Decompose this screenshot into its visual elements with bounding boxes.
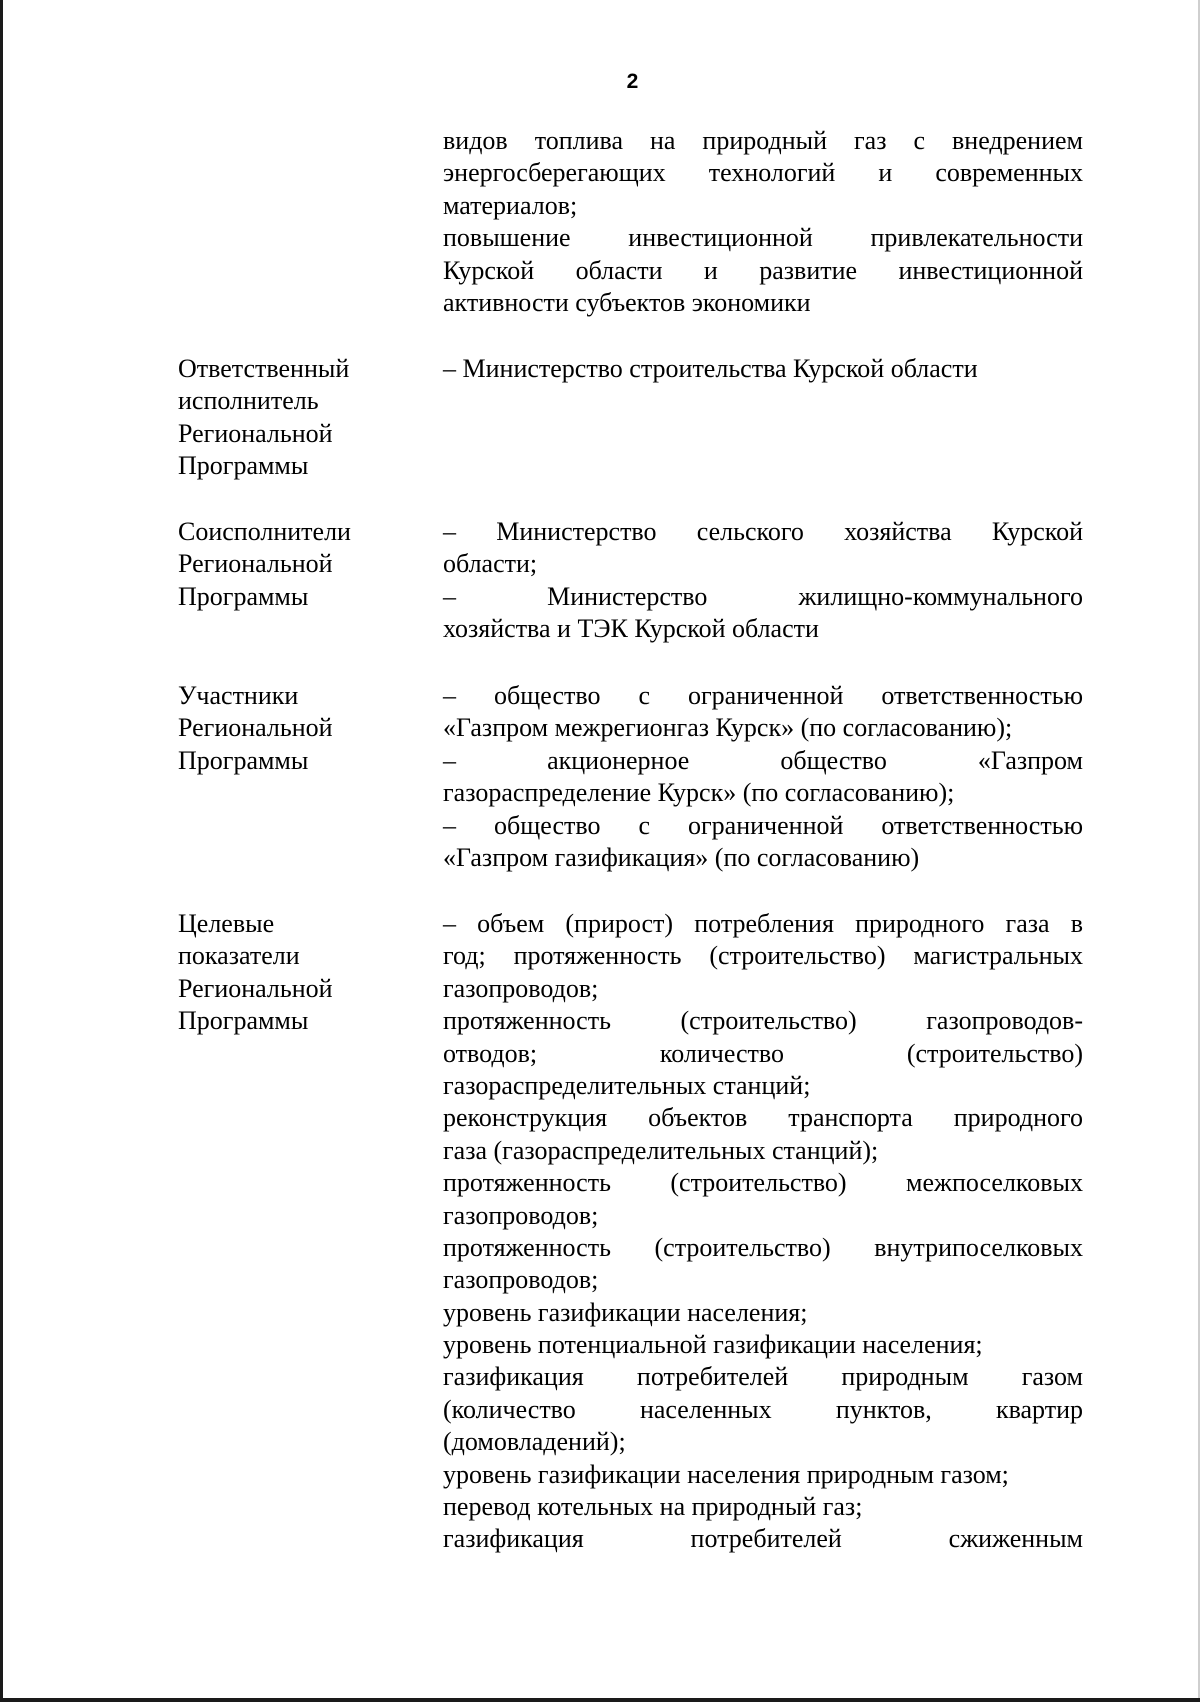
text-line: перевод котельных на природный газ; (443, 1492, 863, 1522)
text-line: газификация потребителей природным газом (443, 1362, 1083, 1392)
responsible-executor-label (178, 353, 408, 483)
text-line: газопроводов; (443, 1200, 599, 1230)
text-line: уровень газификации населения природным газом; (443, 1459, 1009, 1489)
text-line: – общество с ограниченной ответственностью (443, 681, 1083, 710)
intro-line: видов топлива на природный газ с внедрением (443, 126, 1083, 155)
text-line: газификация потребителей сжиженным (443, 1524, 1083, 1554)
text-line: отводов; количество (строительство) (443, 1038, 1083, 1068)
intro-line: активности субъектов экономики (443, 287, 811, 317)
text-line: реконструкция объектов транспорта природного (443, 1103, 1083, 1133)
text-line: протяженность (строительство) газопроводов- (443, 1006, 1083, 1036)
label-line: Соисполнители (178, 517, 351, 546)
text-line: газопроводов; (443, 1265, 599, 1295)
intro-line: Курской области и развитие инвестиционной (443, 255, 1083, 285)
text-line: газораспределительных станций; (443, 1070, 811, 1100)
label-line: исполнитель (178, 386, 319, 416)
intro-line: материалов; (443, 190, 578, 220)
label-line: Участники (178, 681, 299, 710)
text-line: год; протяженность (строительство) магистральных (443, 941, 1083, 971)
label-line: Программы (178, 1006, 309, 1036)
label-line: показатели (178, 941, 300, 971)
participants-text (443, 680, 1083, 874)
text-line: – акционерное общество «Газпром (443, 745, 1083, 775)
text-line: протяженность (строительство) межпоселковых (443, 1168, 1083, 1198)
label-line: Региональной (178, 973, 333, 1003)
text-line: – Министерство жилищно-коммунального (443, 581, 1083, 611)
text-line: «Газпром газификация» (по согласованию) (443, 842, 920, 872)
text-line: – объем (прирост) потребления природного газа в (443, 909, 1083, 938)
intro-line: повышение инвестиционной привлекательности (443, 223, 1083, 253)
text-line: газопроводов; (443, 973, 599, 1003)
intro-line: энергосберегающих технологий и современных (443, 158, 1083, 188)
scan-edge-bottom (0, 1698, 1200, 1702)
text-line: области; (443, 549, 538, 579)
text-line: хозяйства и ТЭК Курской области (443, 614, 819, 644)
text-line: «Газпром межрегионгаз Курск» (по согласованию); (443, 713, 1013, 743)
text-line: – общество с ограниченной ответственностью (443, 810, 1083, 840)
text-line: – Министерство строительства Курской области (443, 354, 978, 383)
label-line: Программы (178, 745, 309, 775)
intro-paragraph (443, 125, 1083, 319)
page-number: 2 (626, 70, 639, 93)
target-indicators-label (178, 908, 408, 1038)
responsible-executor-text (443, 353, 1083, 385)
label-line: Целевые (178, 909, 275, 938)
participants-label (178, 680, 408, 777)
target-indicators-text (443, 908, 1083, 1556)
label-line: Региональной (178, 549, 333, 579)
text-line: уровень потенциальной газификации населения; (443, 1330, 983, 1360)
label-line: Региональной (178, 418, 333, 448)
co-executors-text (443, 516, 1083, 646)
scan-edge-left (0, 0, 3, 1702)
text-line: протяженность (строительство) внутрипоселковых (443, 1232, 1083, 1262)
label-line: Программы (178, 581, 309, 611)
text-line: (домовладений); (443, 1427, 626, 1457)
text-line: газа (газораспределительных станций); (443, 1135, 879, 1165)
text-line: уровень газификации населения; (443, 1297, 808, 1327)
text-line: газораспределение Курск» (по согласованию); (443, 778, 955, 808)
text-line: (количество населенных пунктов, квартир (443, 1394, 1083, 1424)
label-line: Программы (178, 451, 309, 481)
text-line: – Министерство сельского хозяйства Курской (443, 517, 1083, 546)
label-line: Региональной (178, 713, 333, 743)
co-executors-label (178, 516, 408, 613)
label-line: Ответственный (178, 354, 350, 383)
